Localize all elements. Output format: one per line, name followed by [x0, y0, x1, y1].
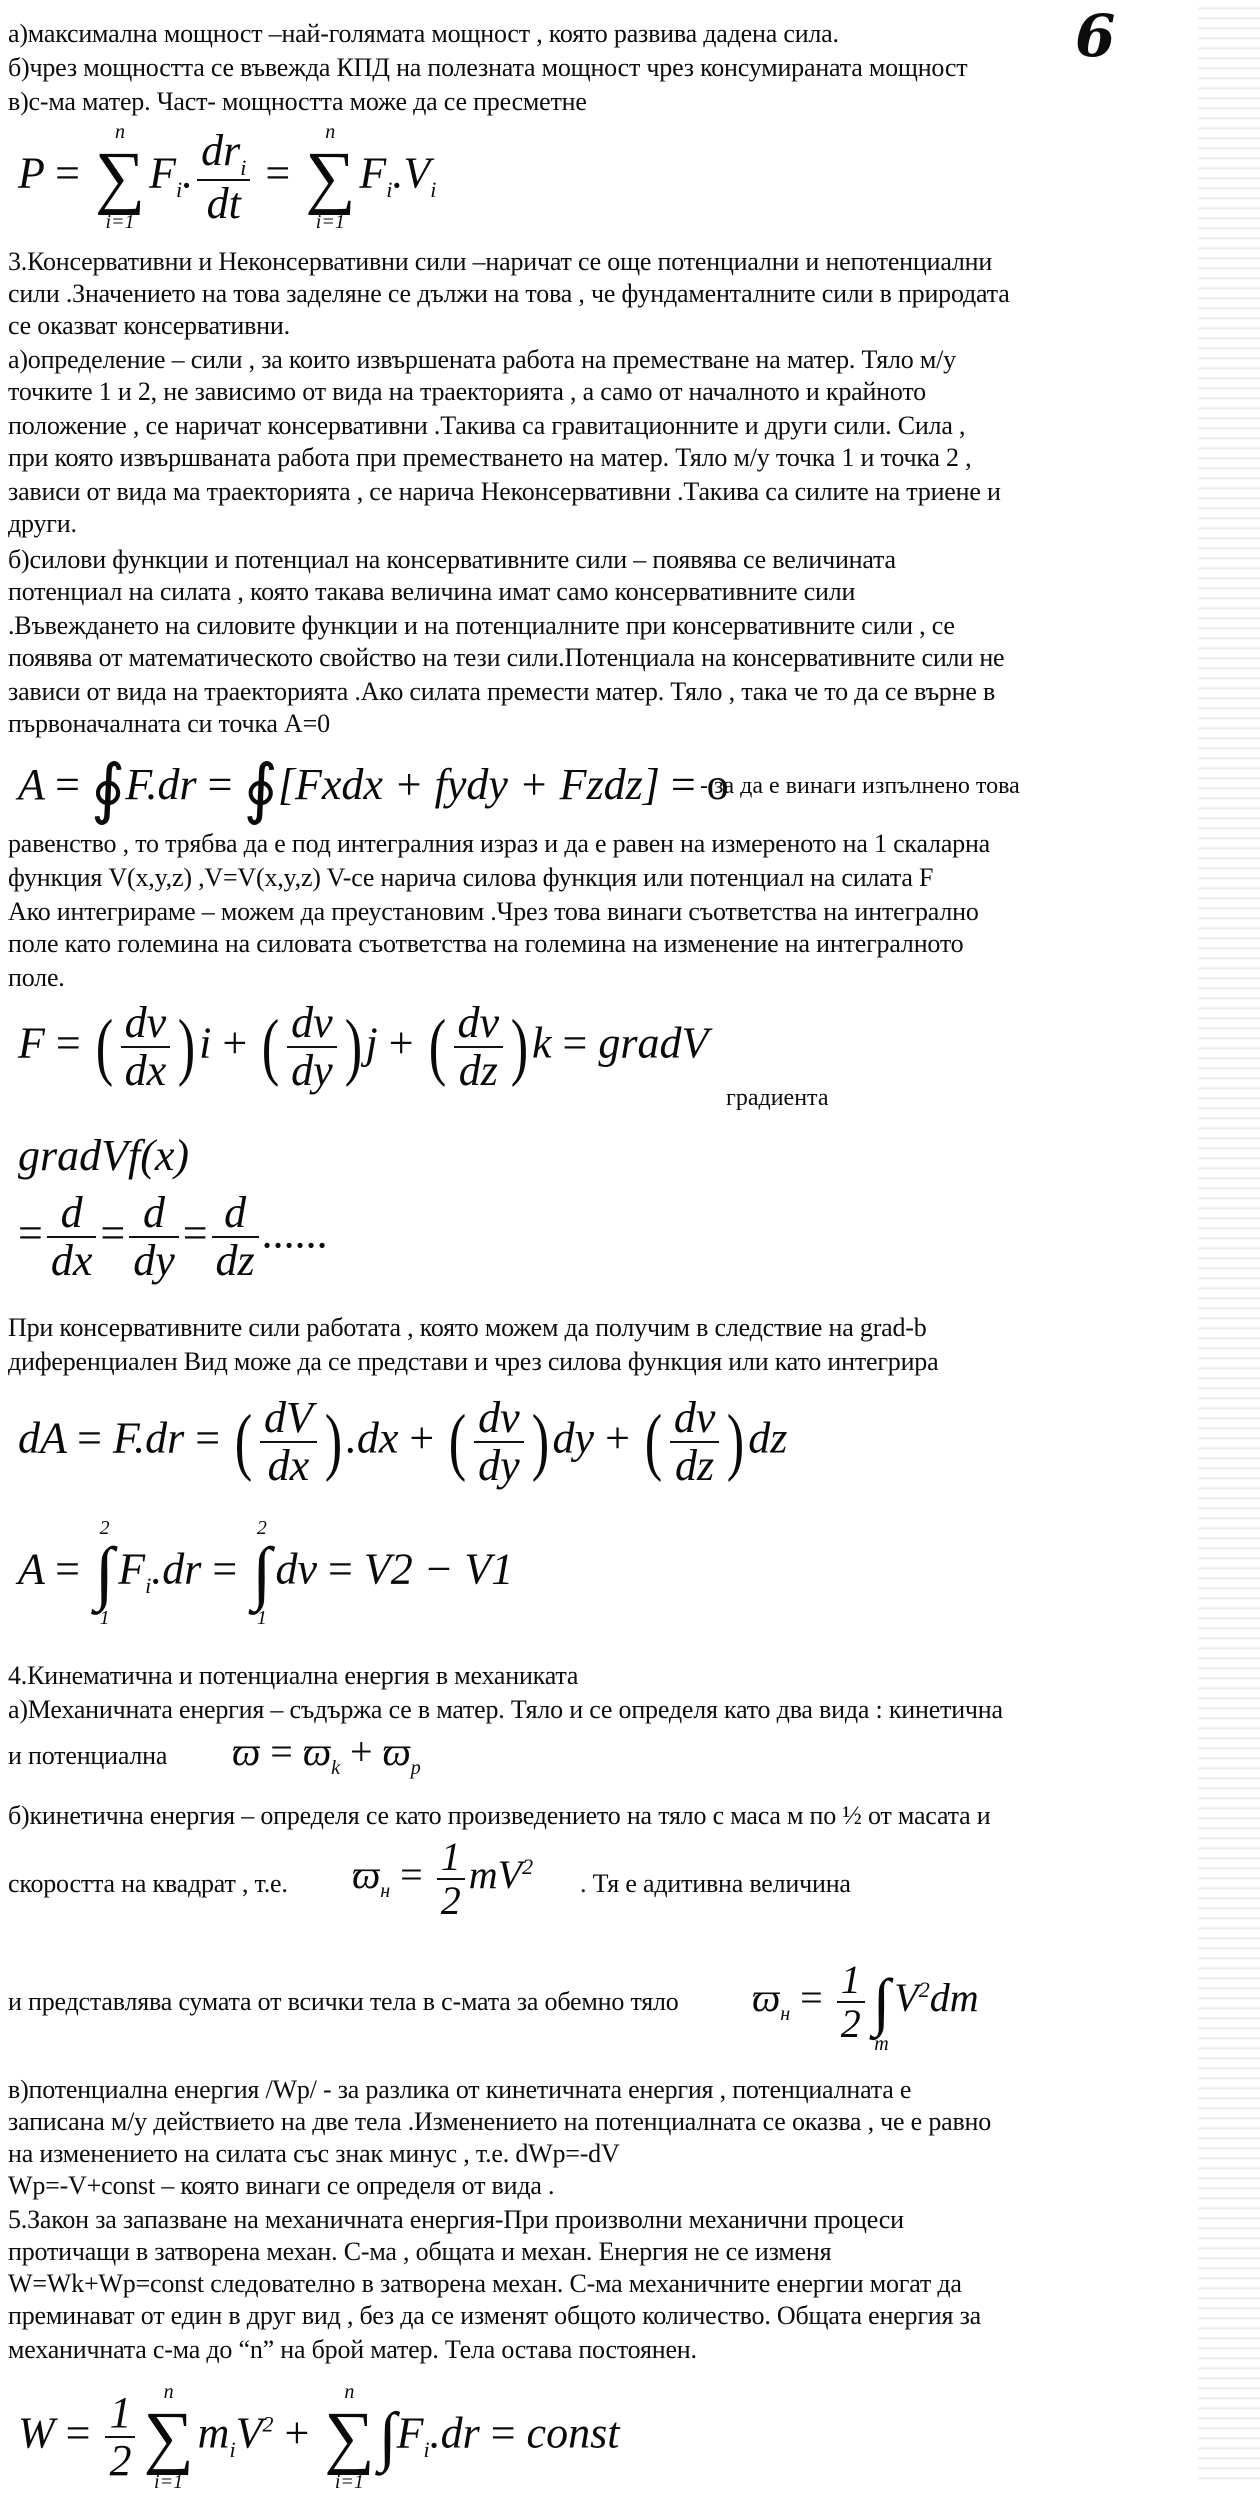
text-line: при която извършваната работа при преместването на матер. Тяло м/у точка 1 и точка 2 ,: [8, 443, 972, 472]
text-line: диференциален Вид може да се представи и чрез силова функция или като интегрира: [8, 1347, 939, 1376]
text-line: а)Механичната енергия – съдържа се в матер. Тяло и се определя като два вида : кинетична: [8, 1695, 1003, 1724]
formula-A12: A = 2 ∫ 1 $F_i.dr$ = 2 ∫ 1 dv = V2 − V1: [18, 1517, 514, 1630]
text-line: скоростта на квадрат , т.е.: [8, 1869, 288, 1898]
text-line: на изменението на силата със знак минус , т.е. dWp=-dV: [8, 2139, 620, 2168]
text-line: се оказват консервативни.: [8, 311, 290, 340]
text-line: потенциал на силата , която такава величина имат само консервативните сили: [8, 577, 856, 606]
text-line: а)определение – сили , за които извършената работа на преместване на матер. Тяло м/у: [8, 345, 956, 374]
text-line: . Тя е адитивна величина: [580, 1869, 851, 1898]
formula-mech-energy: $ϖ = ϖ_k + ϖ_p$: [232, 1729, 421, 1779]
formula-kinetic-integral: $ϖ_н$ = $\frac{1}{2}$ ∫ m $V^2dm$: [752, 1957, 979, 2055]
text-line: механичната с-ма до “n” на брой матер. Тела остава постоянен.: [8, 2335, 697, 2364]
text-line: протичащи в затворена механ. С-ма , общата и механ. Енергия не се изменя: [8, 2237, 832, 2266]
text-line: б)чрез мощността се въвежда КПД на полезната мощност чрез консумираната мощност: [8, 53, 968, 82]
text-line: а)максимална мощност –най-голямата мощност , която развива дадена сила.: [8, 19, 839, 48]
formula-grad-line2: = $\frac{d}{dx}$ = $\frac{d}{dy}$ = $\frac{d}{dz}$ ......: [18, 1188, 329, 1286]
text-line: Wp=-V+const – която винаги се определя от вида .: [8, 2171, 555, 2200]
text-line: и потенциална: [8, 1741, 168, 1770]
text-line: зависи от вида ма траекторията , се нарича Неконсервативни .Такива са силите на триене и: [8, 477, 1001, 506]
integral-note: - за да е винаги изпълнено това: [700, 773, 1020, 799]
text-line: равенство , то трябва да е под интегралния израз и да е равен на измереното на 1 скаларна: [8, 829, 991, 858]
text-line: .Въвеждането на силовите функции и на потенциалните при консервативните сили , се: [8, 611, 955, 640]
formula-force-grad: F = ( $\frac{dv}{dx}$ )i + ( $\frac{dv}{dy}$ )j + ( $\frac{dv}{dz}$ )k = gradV: [18, 998, 709, 1096]
text-line: положение , се наричат консервативни .Такива са гравитационните и други сили. Сила ,: [8, 411, 966, 440]
text-line: сили .Значението на това заделяне се дължи на това , че фундаменталните сили в природата: [8, 279, 1010, 308]
text-line: б)кинетична енергия – определя се като произведението на тяло с маса м по ½ от масата и: [8, 1801, 991, 1830]
text-line: б)силови функции и потенциал на консервативните сили – появява се величината: [8, 545, 896, 574]
formula-power: P = n ∑ i=1 $F_i$. $\frac{dr_i}{dt}$ = n ∑ i=1 $F_i.V_i$: [18, 121, 437, 234]
section-3-line: 3.Консервативни и Неконсервативни сили –наричат се още потенциални и непотенциални: [8, 247, 993, 276]
text-line: записана м/у действието на две тела .Изменението на потенциалната се оказва , че е равно: [8, 2107, 992, 2136]
section-5-line: 5.Закон за запазване на механичната енергия-При произволни механични процеси: [8, 2205, 904, 2234]
text-line: в)с-ма матер. Част- мощността може да се пресметне: [8, 87, 587, 116]
text-line: първоначалната си точка A=0: [8, 709, 330, 738]
formula-dA: dA = F.dr = ( $\frac{dV}{dx}$ ).dx + ( $\frac{dv}{dy}$ )dy + ( $\frac{dv}{dz}$ )dz: [18, 1393, 788, 1491]
text-line: функция V(x,y,z) ,V=V(x,y,z) V-се нарича силова функция или потенциал на силата F: [8, 863, 934, 892]
text-line: в)потенциална енергия /Wp/ - за разлика от кинетичната енергия , потенциалната е: [8, 2075, 912, 2104]
text-line: поле като големина на силовата съответства на големина на изменение на интегралното: [8, 929, 964, 958]
scan-edge-noise: [1198, 0, 1260, 2483]
text-line: зависи от вида на траекторията .Ако силата премести матер. Тяло , така че то да се върне в: [8, 677, 996, 706]
formula-total-energy: W = $\frac{1}{2}$ n ∑ i=1 $m_iV^2$ + n ∑ i=1 $\int F_i.dr$ = const: [18, 2381, 620, 2493]
text-line: поле.: [8, 963, 65, 992]
formula-grad-line1: gradVf(x): [18, 1131, 190, 1180]
text-line: W=Wk+Wp=const следователно в затворена механ. С-ма механичните енергии могат да: [8, 2269, 962, 2298]
gradient-note: градиента: [726, 1085, 829, 1111]
formula-work-closed: A = ∮F.dr = ∮[Fxdx + fydy + Fzdz] = o: [18, 753, 729, 826]
text-line: други.: [8, 509, 77, 538]
text-line: появява от математическото свойство на тези сили.Потенциала на консервативните сили не: [8, 643, 1005, 672]
text-line: и представлява сумата от всички тела в с-мата за обемно тяло: [8, 1987, 679, 2016]
section-4-line: 4.Кинематична и потенциална енергия в механиката: [8, 1661, 579, 1690]
text-line: точките 1 и 2, не зависимо от вида на траекторията , а само от началното и крайното: [8, 377, 926, 406]
text-line: Ако интегрираме – можем да преустановим .Чрез това винаги съответства на интегрално: [8, 897, 979, 926]
formula-kinetic: $ϖ_н$ = $\frac{1}{2}$ $mV^2$: [352, 1834, 534, 1923]
text-line: При консервативните сили работата , която можем да получим в следствие на grad-b: [8, 1313, 927, 1342]
text-line: преминават от един в друг вид , без да се изменят общото количество. Общата енергия за: [8, 2301, 981, 2330]
page-number: 6: [1075, 2, 1116, 70]
